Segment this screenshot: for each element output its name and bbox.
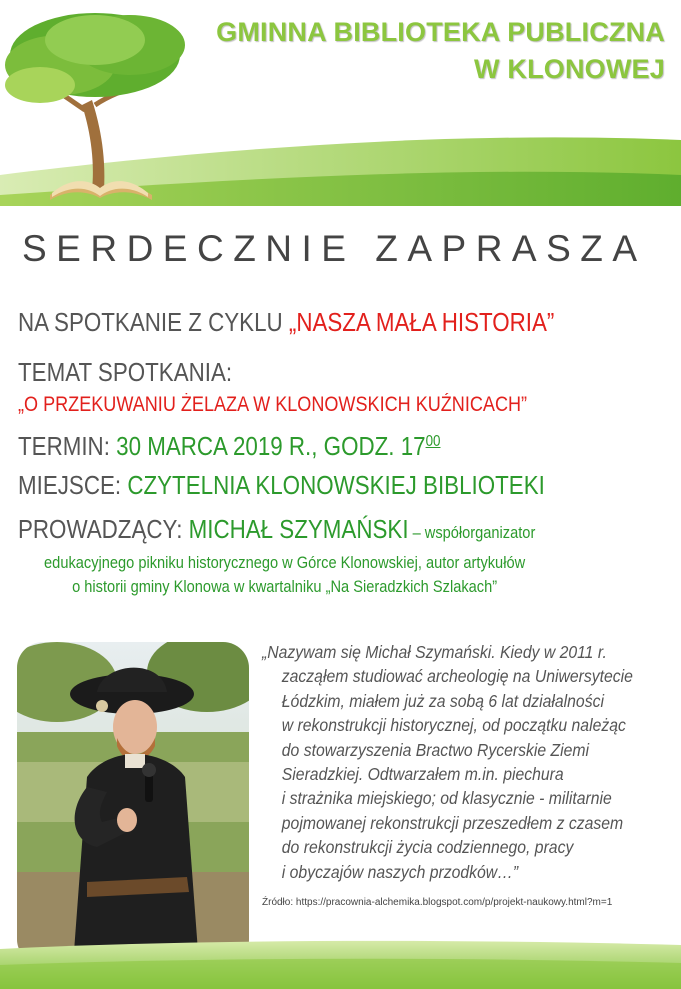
quote-line: pojmowanej rekonstrukcji przeszedłem z czasem: [281, 812, 624, 833]
quote-line: Sieradzkiej. Odtwarzałem m.in. piechura: [281, 764, 564, 785]
host-name: MICHAŁ SZYMAŃSKI: [188, 514, 409, 544]
library-name: [216, 14, 665, 88]
footer-green-wave: [0, 935, 681, 989]
header: [0, 0, 681, 215]
host-photo: [17, 642, 249, 965]
library-name-line1: GMINNA BIBLIOTEKA PUBLICZNA: [216, 17, 665, 47]
host-description-line1: edukacyjnego pikniku historycznego w Górce Klonowskiej, autor artykułów: [44, 553, 526, 572]
quote-source: Źródło: https://pracownia-alchemika.blogspot.com/p/projekt-naukowy.html?m=1: [262, 897, 613, 908]
series-prefix: NA SPOTKANIE Z CYKLU: [18, 307, 289, 337]
quote-line: i strażnika miejskiego; od klasycznie - militarnie: [281, 788, 612, 809]
host-description-line2: o historii gminy Klonowa w kwartalniku „Na Sieradzkich Szlakach”: [72, 577, 498, 596]
place-line: [18, 470, 545, 501]
host-line: [18, 514, 535, 545]
topic-label: TEMAT SPOTKANIA:: [18, 357, 233, 387]
host-portrait-image: [17, 642, 249, 965]
date-minutes: 00: [425, 433, 441, 450]
host-label: PROWADZĄCY:: [18, 514, 189, 544]
invite-heading: SERDECZNIE ZAPRASZA: [22, 228, 647, 269]
host-quote: [262, 640, 633, 884]
quote-line: zacząłem studiować archeologię na Uniwersytecie: [281, 666, 633, 687]
series-line: [18, 307, 554, 338]
quote-line: Łódzkim, miałem już za sobą 6 lat działalności: [281, 690, 604, 711]
host-description: [18, 551, 551, 599]
quote-line: do rekonstrukcji życia codziennego, pracy: [281, 837, 574, 858]
host-role: – współorganizator: [408, 523, 536, 542]
series-name: „NASZA MAŁA HISTORIA”: [288, 307, 555, 337]
quote-line: i obyczajów naszych przodków…”: [281, 861, 519, 882]
library-name-line2: W KLONOWEJ: [474, 54, 665, 84]
date-line: [18, 431, 441, 462]
date-value: 30 MARCA 2019 R., GODZ. 17: [116, 431, 426, 461]
topic-value: „O PRZEKUWANIU ŻELAZA W KLONOWSKICH KUŹNICACH”: [18, 393, 528, 416]
date-label: TERMIN:: [18, 431, 117, 461]
quote-line: w rekonstrukcji historycznej, od początku należąc: [281, 715, 626, 736]
library-tree-book-logo: [0, 0, 200, 210]
quote-line: do stowarzyszenia Bractwo Rycerskie Ziemi: [281, 739, 590, 760]
place-label: MIEJSCE:: [18, 470, 128, 500]
quote-line: „Nazywam się Michał Szymański. Kiedy w 2011 r.: [262, 642, 607, 662]
place-value: CZYTELNIA KLONOWSKIEJ BIBLIOTEKI: [127, 470, 545, 500]
